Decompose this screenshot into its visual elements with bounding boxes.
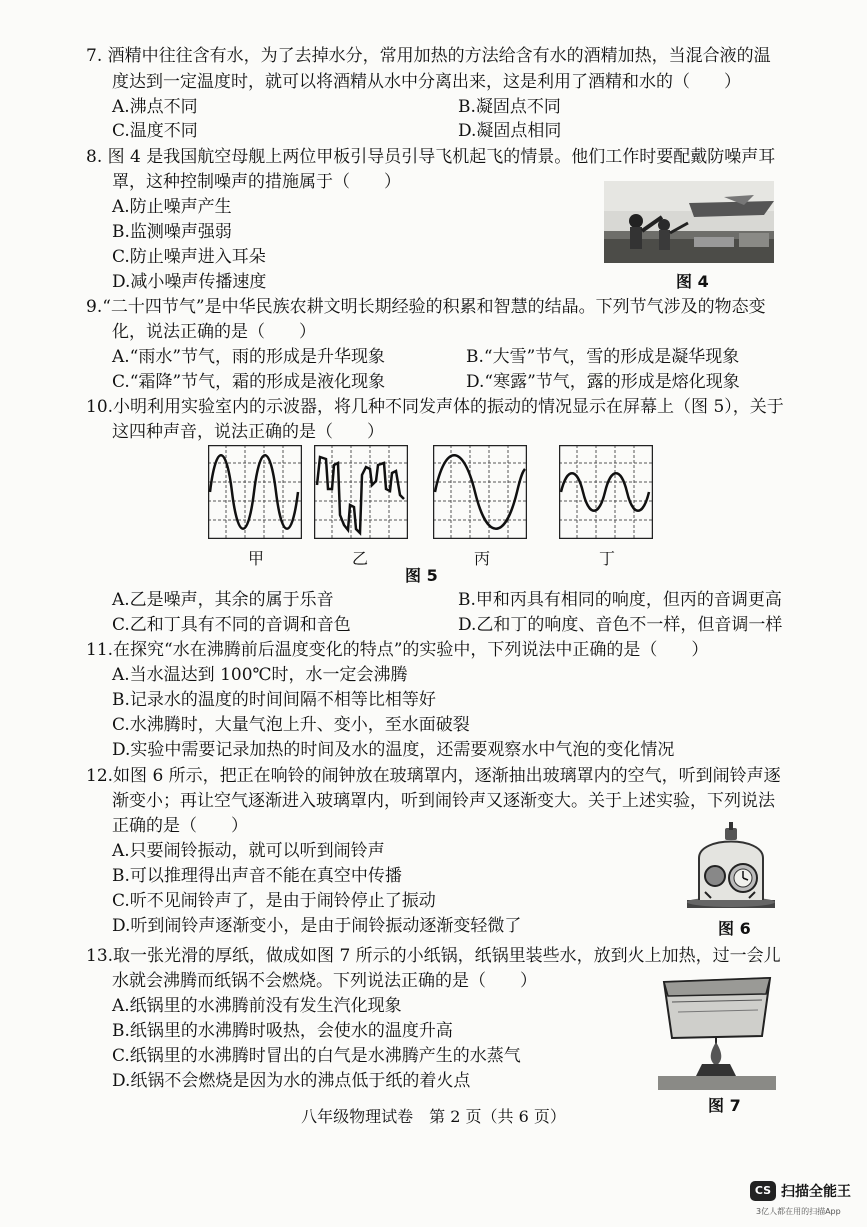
figure-5-caption: 图 5 xyxy=(405,566,438,585)
q10-option-a: A.乙是噪声，其余的属于乐音 xyxy=(112,590,334,610)
q13-option-a: A.纸锅里的水沸腾前没有发生汽化现象 xyxy=(112,996,402,1016)
q9-stem-line2: 化，说法正确的是（ ） xyxy=(112,322,316,342)
q7-stem-line1: 7. 酒精中往往含有水，为了去掉水分，常用加热的方法给含有水的酒精加热，当混合液的温 xyxy=(86,46,771,66)
q8-option-b: B.监测噪声强弱 xyxy=(112,222,232,242)
q13-option-c: C.纸锅里的水沸腾时冒出的白气是水沸腾产生的水蒸气 xyxy=(112,1046,521,1066)
q12-stem-line1: 12.如图 6 所示，把正在响铃的闹钟放在玻璃罩内，逐渐抽出玻璃罩内的空气，听到闹铃声逐 xyxy=(86,766,781,786)
camscanner-name: 扫描全能王 xyxy=(781,1184,851,1200)
page-footer: 八年级物理试卷 第 2 页（共 6 页） xyxy=(301,1107,566,1126)
q11-option-d: D.实验中需要记录加热的时间及水的温度，还需要观察水中气泡的变化情况 xyxy=(112,740,675,760)
q7-option-c: C.温度不同 xyxy=(112,121,198,141)
q12-stem-line2: 渐变小；再让空气逐渐进入玻璃罩内，听到闹铃声又逐渐变大。关于上述实验，下列说法 xyxy=(112,791,775,811)
oscilloscope-jia xyxy=(208,445,302,539)
q7-stem-line2: 度达到一定温度时，就可以将酒精从水中分离出来，这是利用了酒精和水的（ ） xyxy=(112,72,741,92)
q13-option-b: B.纸锅里的水沸腾时吸热，会使水的温度升高 xyxy=(112,1021,453,1041)
oscilloscope-yi xyxy=(314,445,408,539)
q12-option-b: B.可以推理得出声音不能在真空中传播 xyxy=(112,866,402,886)
camscanner-logo-icon: CS xyxy=(750,1181,776,1201)
q13-stem-line1: 13.取一张光滑的厚纸，做成如图 7 所示的小纸锅，纸锅里装些水，放到火上加热，过一会儿 xyxy=(86,946,781,966)
q10-stem-line2: 这四种声音，说法正确的是（ ） xyxy=(112,422,384,442)
figure-6-caption: 图 6 xyxy=(718,919,751,938)
q9-option-d: D.“寒露”节气，露的形成是熔化现象 xyxy=(466,372,740,392)
q12-stem-line3: 正确的是（ ） xyxy=(112,816,248,836)
q9-option-a: A.“雨水”节气，雨的形成是升华现象 xyxy=(112,347,386,367)
q13-stem-line2: 水就会沸腾而纸锅不会燃烧。下列说法正确的是（ ） xyxy=(112,971,537,991)
q9-option-c: C.“霜降”节气，霜的形成是液化现象 xyxy=(112,372,386,392)
q9-option-b: B.“大雪”节气，雪的形成是凝华现象 xyxy=(466,347,740,367)
q9-stem-line1: 9.“二十四节气”是中华民族农耕文明长期经验的积累和智慧的结晶。下列节气涉及的物态变 xyxy=(86,297,766,317)
q11-option-c: C.水沸腾时，大量气泡上升、变小，至水面破裂 xyxy=(112,715,470,735)
wave-label-bing: 丙 xyxy=(474,549,491,568)
wave-label-yi: 乙 xyxy=(352,549,369,568)
wave-label-jia: 甲 xyxy=(248,549,265,568)
q10-option-d: D.乙和丁的响度、音色不一样，但音调一样 xyxy=(458,615,783,635)
figure-6-bell-jar xyxy=(685,822,777,912)
figure-7-caption: 图 7 xyxy=(708,1096,741,1115)
q8-stem-line1: 8. 图 4 是我国航空母舰上两位甲板引导员引导飞机起飞的情景。他们工作时要配戴防噪声耳 xyxy=(86,147,776,167)
oscilloscope-ding xyxy=(559,445,653,539)
q12-option-d: D.听到闹铃声逐渐变小，是由于闹铃振动逐渐变轻微了 xyxy=(112,916,522,936)
q10-option-c: C.乙和丁具有不同的音调和音色 xyxy=(112,615,351,635)
q11-stem-line1: 11.在探究“水在沸腾前后温度变化的特点”的实验中，下列说法中正确的是（ ） xyxy=(86,640,709,660)
q7-option-a: A.沸点不同 xyxy=(112,97,198,117)
q11-option-b: B.记录水的温度的时间间隔不相等比相等好 xyxy=(112,690,436,710)
q13-option-d: D.纸锅不会燃烧是因为水的沸点低于纸的着火点 xyxy=(112,1071,471,1091)
camscanner-tagline: 3亿人都在用的扫描App xyxy=(756,1207,841,1216)
q8-option-a: A.防止噪声产生 xyxy=(112,197,232,217)
q10-stem-line1: 10.小明利用实验室内的示波器，将几种不同发声体的振动的情况显示在屏幕上（图 5），关于 xyxy=(86,397,784,417)
figure-7-paper-pot xyxy=(658,972,776,1090)
q8-option-d: D.减小噪声传播速度 xyxy=(112,272,267,292)
figure-4-caption: 图 4 xyxy=(676,272,709,291)
q8-stem-line2: 罩，这种控制噪声的措施属于（ ） xyxy=(112,172,401,192)
oscilloscope-bing xyxy=(433,445,527,539)
q7-option-b: B.凝固点不同 xyxy=(458,97,561,117)
q11-option-a: A.当水温达到 100℃时，水一定会沸腾 xyxy=(112,665,408,685)
q10-option-b: B.甲和丙具有相同的响度，但丙的音调更高 xyxy=(458,590,782,610)
q7-option-d: D.凝固点相同 xyxy=(458,121,562,141)
q12-option-c: C.听不见闹铃声了，是由于闹铃停止了振动 xyxy=(112,891,436,911)
q8-option-c: C.防止噪声进入耳朵 xyxy=(112,247,266,267)
q12-option-a: A.只要闹铃振动，就可以听到闹铃声 xyxy=(112,841,385,861)
wave-label-ding: 丁 xyxy=(599,549,616,568)
figure-4-carrier-deck-photo xyxy=(604,181,774,263)
